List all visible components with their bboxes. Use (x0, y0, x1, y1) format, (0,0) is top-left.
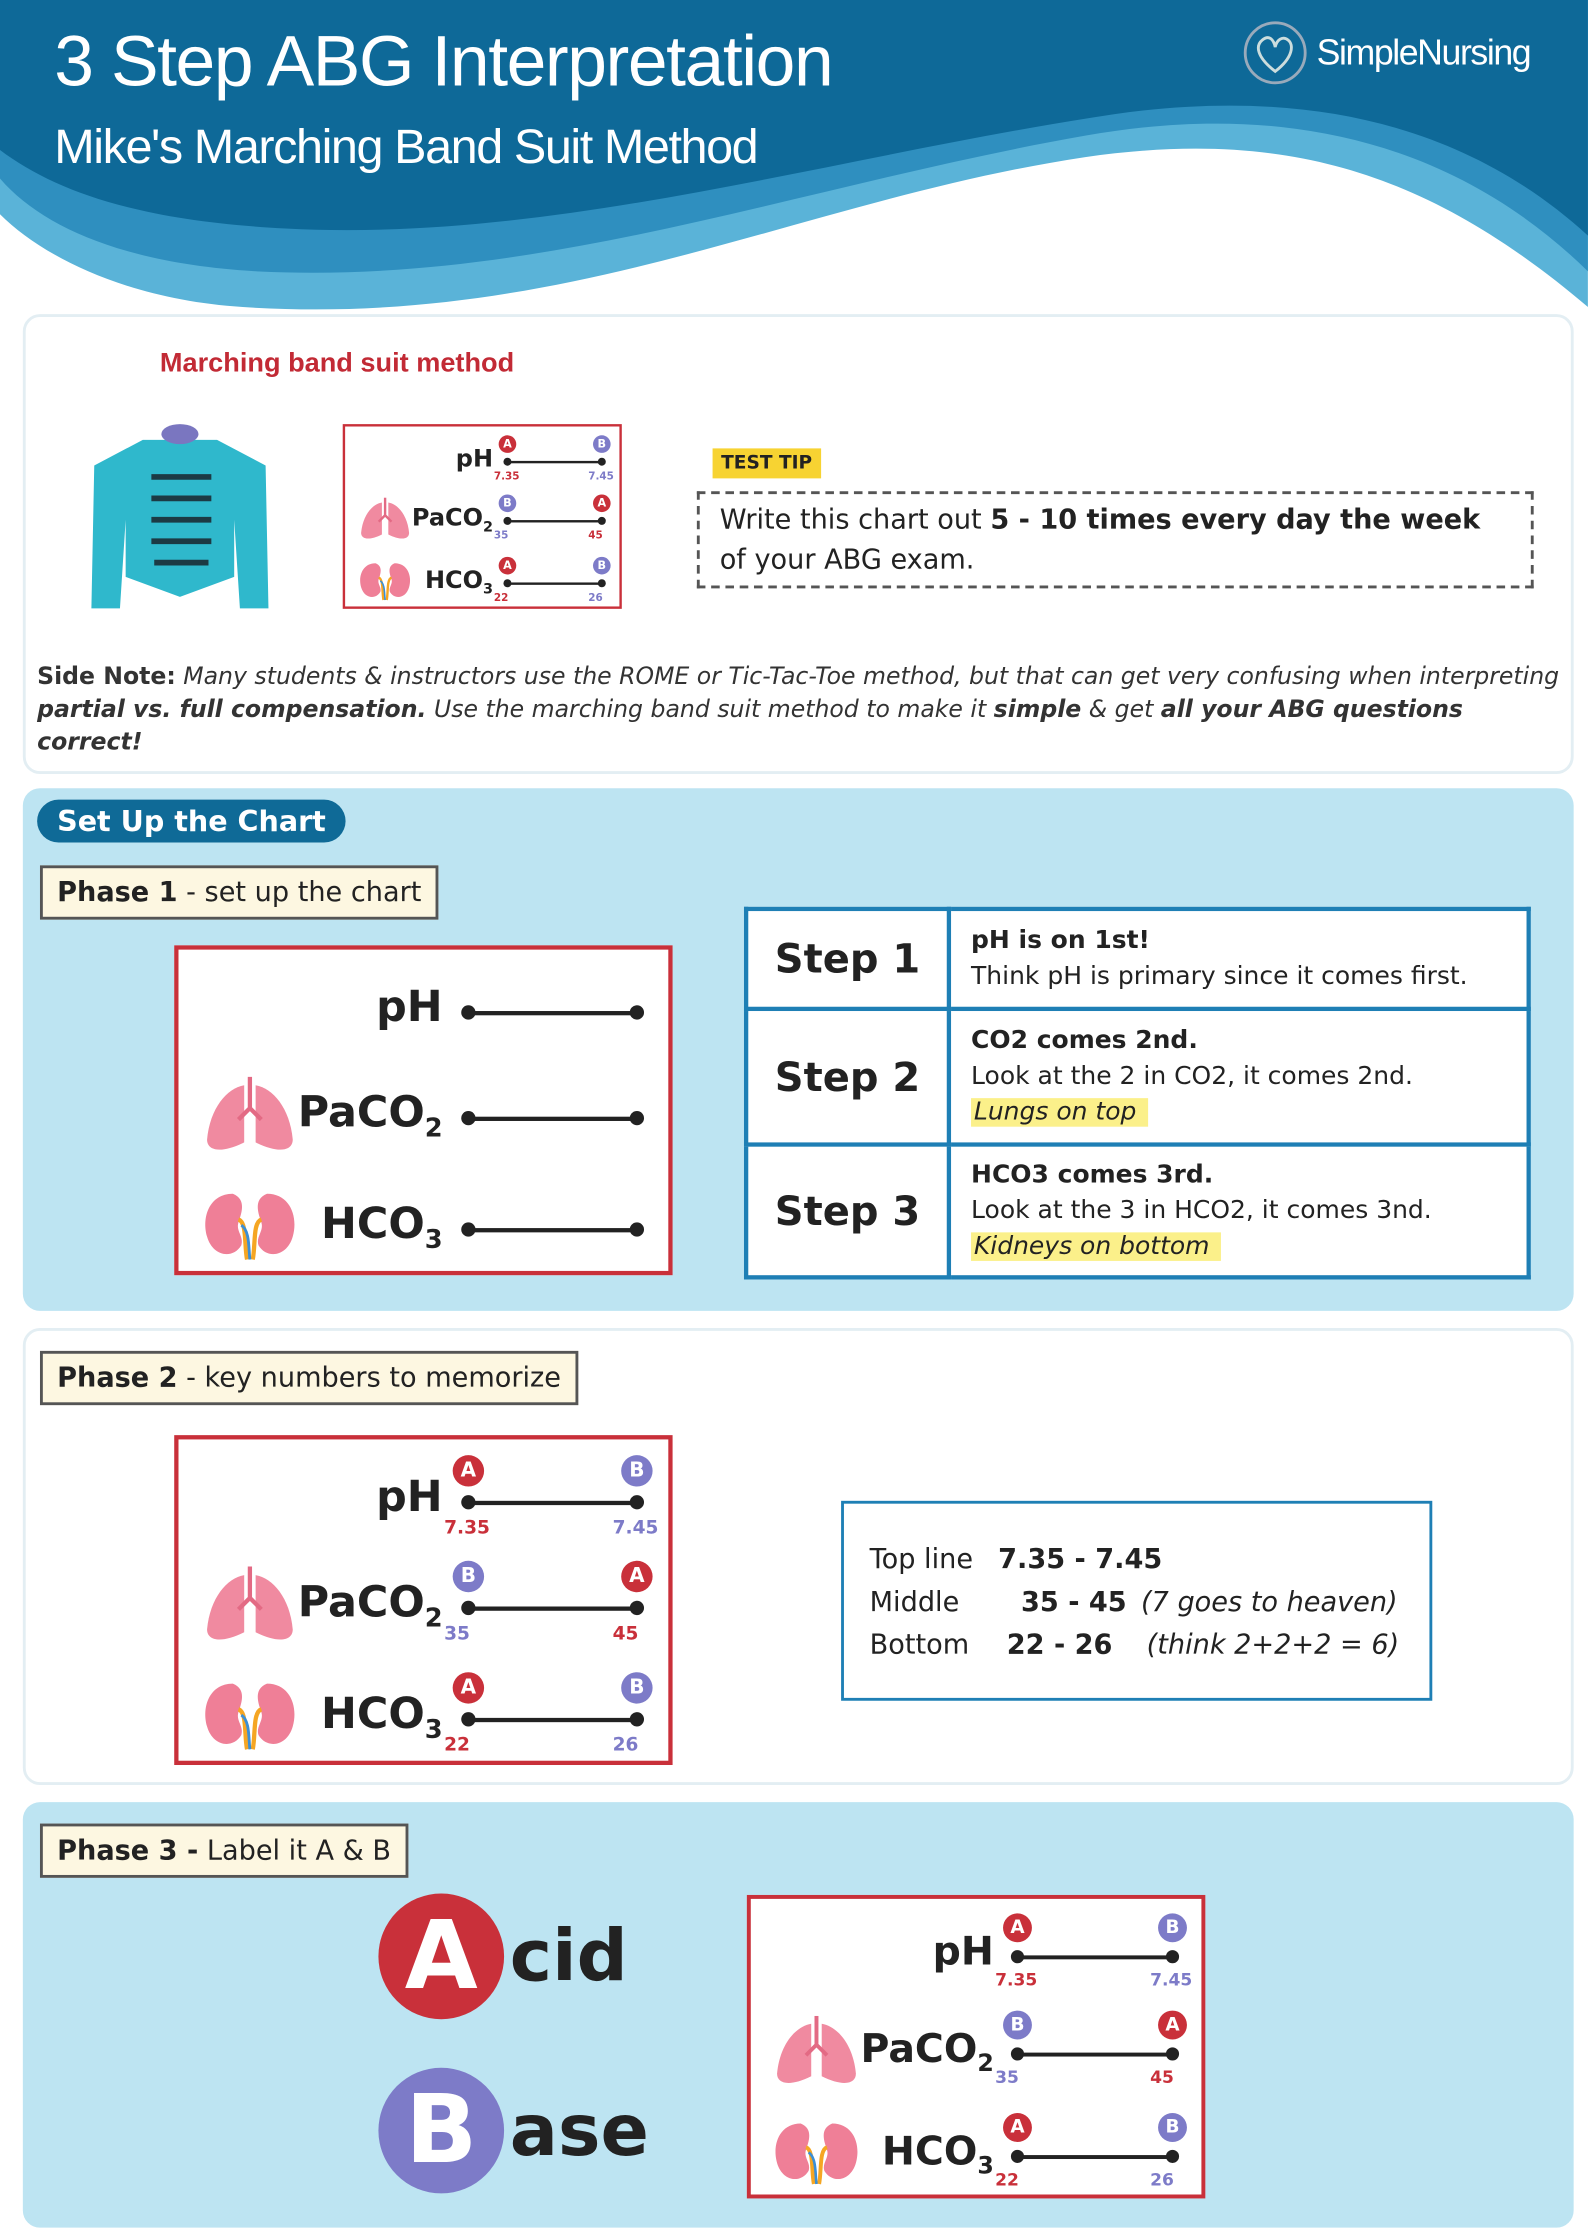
page-subtitle: Mike's Marching Band Suit Method (54, 119, 758, 175)
range-row (870, 1624, 1404, 1667)
range-dot (461, 1005, 475, 1019)
range-dot (630, 1712, 644, 1726)
row-label-text: PaCO (297, 1088, 425, 1139)
row-label (321, 1200, 443, 1256)
range-dot (1166, 1950, 1179, 1963)
ranges-box (841, 1501, 1432, 1701)
range-dot (630, 1601, 644, 1615)
range-line (468, 1228, 637, 1232)
base-letter-icon: B (378, 2068, 504, 2194)
step-desc: Look at the 3 in HCO2, it comes 3nd. (971, 1195, 1432, 1225)
range-dot (1011, 2047, 1024, 2060)
range-label: Middle (869, 1586, 960, 1618)
low-value: 22 (493, 592, 509, 605)
row-label-text: HCO (424, 566, 484, 595)
phase3-text: Label it A & B (198, 1834, 392, 1867)
steps-table (744, 907, 1531, 1280)
range-dot (598, 458, 606, 466)
low-value: 22 (444, 1735, 470, 1757)
abg-chart-box (343, 424, 622, 609)
row-label (321, 1689, 443, 1745)
side-note-text: Many students & instructors use the ROME or Tic-Tac-Toe method, but that can get very confusing when interpreting (175, 662, 1560, 690)
low-value: 7.35 (995, 1971, 1038, 1991)
base-badge-icon: B (621, 1455, 652, 1486)
brand-name: SimpleNursing (1316, 32, 1531, 73)
base-badge-icon: B (1003, 2011, 1032, 2040)
step-name: Step 3 (746, 1145, 949, 1278)
step-row (746, 909, 1529, 1009)
range-dot (598, 579, 606, 587)
test-tip-tag: TEST TIP (713, 448, 821, 478)
row-label (882, 2129, 994, 2180)
range-hint: (think 2+2+2 = 6) (1146, 1629, 1400, 1661)
lungs-icon (772, 2016, 861, 2095)
row-label-text: HCO (881, 2128, 978, 2175)
acid-badge-icon: A (1003, 1913, 1032, 1942)
phase2-bold: Phase 2 (57, 1362, 178, 1394)
side-note-text: & get (1081, 695, 1161, 723)
row-label-sub: 2 (483, 518, 494, 536)
step-desc: Think pH is primary since it comes first. (971, 961, 1468, 991)
range-dot (1166, 2047, 1179, 2060)
range-line (468, 1011, 637, 1015)
range-dot (461, 1111, 475, 1125)
row-label-sub: 2 (424, 1113, 443, 1144)
range-line (1017, 2053, 1172, 2057)
row-label-text: pH (455, 444, 494, 473)
row-label (861, 2026, 994, 2077)
row-label-sub: 2 (977, 2049, 994, 2078)
row-label-text: pH (932, 1929, 994, 1976)
range-dot (461, 1601, 475, 1615)
range-line (468, 1117, 637, 1121)
high-value: 45 (588, 529, 603, 542)
base-badge-icon: B (499, 494, 517, 512)
base-badge-icon: B (1158, 2113, 1187, 2142)
page-title: 3 Step ABG Interpretation (54, 21, 833, 102)
phase2-label (40, 1351, 578, 1405)
phase1-text: - set up the chart (177, 876, 422, 909)
row-label-text: PaCO (411, 504, 484, 533)
kidneys-icon (358, 560, 412, 605)
base-rest: ase (509, 2089, 649, 2172)
setup-pill: Set Up the Chart (37, 800, 346, 843)
range-line (507, 461, 601, 463)
abg-chart-box (174, 945, 672, 1275)
abg-chart-box (174, 1435, 672, 1765)
row-label-sub: 3 (483, 580, 494, 598)
side-note-bold: all your ABG questions correct! (37, 695, 1463, 756)
side-note-bold: partial vs. full compensation. (37, 695, 427, 723)
range-dot (630, 1222, 644, 1236)
step-name: Step 2 (746, 1009, 949, 1145)
row-label-text: pH (376, 1472, 443, 1523)
base-badge-icon: B (593, 557, 611, 575)
row-label-sub: 3 (424, 1715, 443, 1746)
range-dot (1166, 2150, 1179, 2163)
row-label (376, 1472, 443, 1528)
step-name: Step 1 (746, 909, 949, 1009)
kidneys-icon (201, 1188, 298, 1268)
acid-badge-icon: A (453, 1455, 484, 1486)
phase2-text: - key numbers to memorize (177, 1362, 561, 1394)
range-line (468, 1607, 637, 1611)
range-dot (630, 1005, 644, 1019)
phase3-label (40, 1824, 408, 1878)
acid-label (378, 1894, 627, 2020)
tip-bold: 5 - 10 times every day the week (990, 504, 1481, 536)
range-dot (630, 1111, 644, 1125)
high-value: 7.45 (612, 1517, 659, 1540)
step-row (746, 1145, 1529, 1278)
acid-badge-icon: A (499, 435, 517, 453)
range-line (507, 520, 601, 522)
high-value: 26 (1150, 2170, 1174, 2191)
tip-text: Write this chart out (719, 504, 991, 536)
acid-badge-icon: A (499, 557, 517, 575)
tip-text-end: of your ABG exam. (719, 544, 975, 576)
phase3-bold: Phase 3 - (57, 1834, 199, 1867)
row-label-sub: 3 (424, 1225, 443, 1256)
range-row (870, 1581, 1404, 1624)
row-label-text: HCO (321, 1689, 425, 1740)
step-row (746, 1009, 1529, 1145)
range-dot (461, 1495, 475, 1509)
range-dot (1011, 1950, 1024, 1963)
high-value: 45 (1150, 2068, 1174, 2089)
range-dot (1011, 2150, 1024, 2163)
lungs-icon (201, 1567, 298, 1653)
phase1-bold: Phase 1 (57, 876, 178, 909)
phase1-label (40, 865, 439, 919)
high-value: 45 (612, 1623, 639, 1646)
acid-badge-icon: A (621, 1561, 652, 1592)
side-note (37, 660, 1562, 759)
row-label (933, 1929, 994, 1980)
range-dot (598, 517, 606, 525)
row-label-text: PaCO (860, 2026, 978, 2073)
range-value: 7.35 - 7.45 (998, 1543, 1163, 1576)
base-badge-icon: B (453, 1561, 484, 1592)
row-label-sub: 3 (977, 2152, 994, 2181)
acid-badge-icon: A (593, 494, 611, 512)
range-dot (630, 1495, 644, 1509)
low-value: 22 (995, 2170, 1019, 2191)
range-row (870, 1538, 1404, 1581)
kidneys-icon (772, 2118, 861, 2192)
range-label: Top line (869, 1543, 974, 1576)
step-title: pH is on 1st! (971, 926, 1150, 955)
low-value: 35 (493, 529, 509, 542)
kidneys-icon (201, 1678, 298, 1758)
range-dot (461, 1222, 475, 1236)
row-label-text: PaCO (297, 1577, 425, 1628)
row-label-sub: 2 (424, 1603, 443, 1634)
low-value: 7.35 (493, 470, 520, 483)
high-value: 7.45 (588, 470, 614, 483)
step-title: CO2 comes 2nd. (971, 1026, 1198, 1055)
row-label (412, 504, 493, 535)
side-note-text: Use the marching band suit method to make it (426, 695, 994, 723)
acid-badge-icon: A (453, 1672, 484, 1703)
row-label (298, 1578, 443, 1634)
intro-heading: Marching band suit method (159, 348, 515, 379)
brand-logo (1242, 20, 1530, 86)
abg-chart-box (747, 1895, 1206, 2198)
range-line (468, 1501, 637, 1505)
range-hint: (7 goes to heaven) (1140, 1586, 1398, 1618)
step-note: Lungs on top (971, 1097, 1148, 1126)
row-label (376, 982, 443, 1038)
range-dot (461, 1712, 475, 1726)
acid-badge-icon: A (1003, 2113, 1032, 2142)
lungs-icon (201, 1077, 298, 1163)
base-label (378, 2068, 648, 2194)
high-value: 26 (588, 592, 603, 605)
row-label (298, 1088, 443, 1144)
range-value: 22 - 26 (1006, 1629, 1113, 1661)
range-line (1017, 1955, 1172, 1959)
high-value: 26 (612, 1735, 639, 1757)
acid-letter-icon: A (378, 1894, 504, 2020)
row-label (425, 566, 493, 597)
side-note-bold: simple (993, 695, 1082, 723)
acid-badge-icon: A (1158, 2011, 1187, 2040)
range-line (468, 1718, 637, 1722)
range-line (507, 582, 601, 584)
lungs-icon (358, 498, 412, 546)
base-badge-icon: B (1158, 1913, 1187, 1942)
test-tip-box (697, 491, 1534, 588)
range-value: 35 - 45 (1021, 1586, 1127, 1618)
row-label-text: HCO (321, 1199, 425, 1250)
low-value: 35 (995, 2068, 1019, 2089)
step-note: Kidneys on bottom (971, 1232, 1221, 1261)
low-value: 7.35 (444, 1517, 490, 1540)
range-dot (503, 579, 511, 587)
range-line (1017, 2155, 1172, 2159)
high-value: 7.45 (1150, 1971, 1193, 1991)
step-desc: Look at the 2 in CO2, it comes 2nd. (971, 1061, 1413, 1091)
marching-suit-icon (86, 420, 274, 614)
side-note-label: Side Note: (37, 662, 176, 690)
acid-rest: cid (509, 1914, 628, 1998)
row-label (456, 445, 493, 476)
base-badge-icon: B (593, 435, 611, 453)
range-label: Bottom (869, 1629, 970, 1661)
base-badge-icon: B (621, 1672, 652, 1703)
row-label-text: pH (376, 982, 443, 1033)
step-title: HCO3 comes 3rd. (971, 1160, 1214, 1189)
range-dot (503, 517, 511, 525)
range-dot (503, 458, 511, 466)
heart-logo-icon (1242, 20, 1308, 86)
low-value: 35 (444, 1623, 470, 1646)
